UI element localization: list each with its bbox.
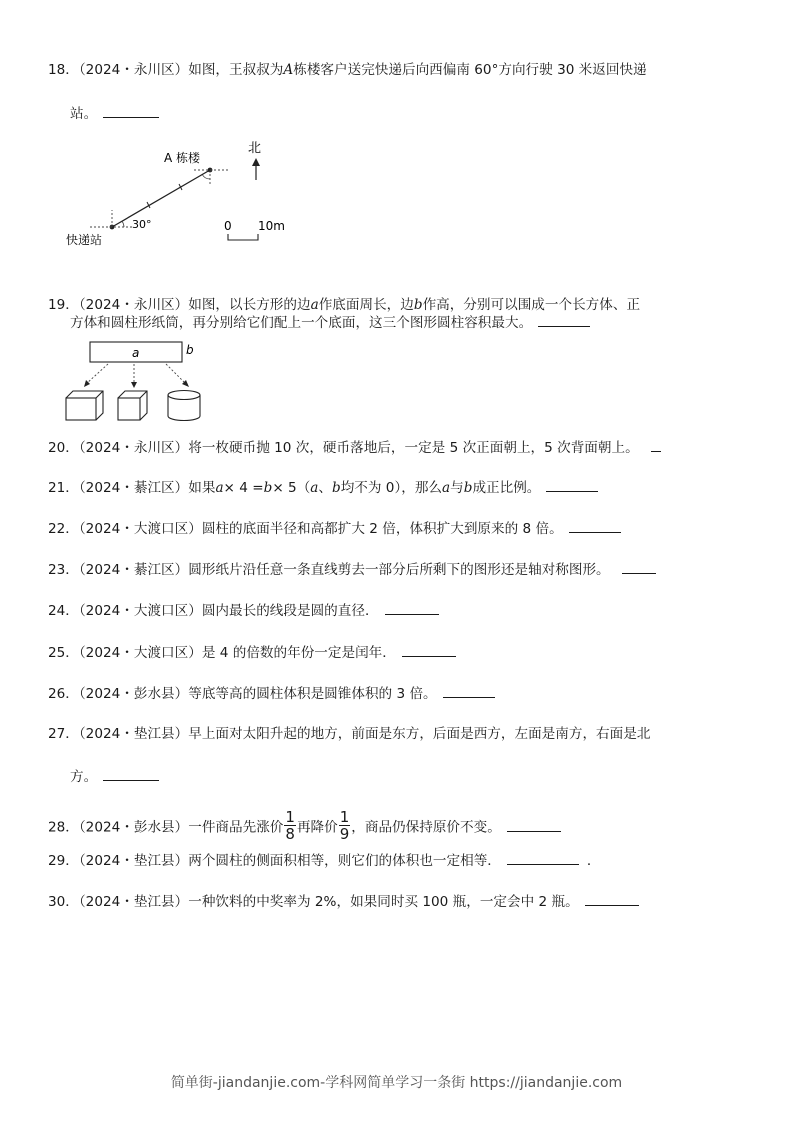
q21-var-5: a [442,480,451,496]
question-26 [48,684,748,703]
q19-figure [62,338,212,424]
q21-text-b: × 4 = [223,480,264,496]
question-19-line1 [48,296,748,314]
station-angle-arc [122,221,124,227]
q21-var-1: a [215,480,224,496]
q19-text-d: 方体和圆柱形纸筒，再分别给它们配上一个底面，这三个图形圆柱容积最大。 [70,315,533,331]
station-label: 快递站 [66,233,103,247]
arrow-head-cube-icon [131,382,137,388]
rect-label-a: a [132,346,140,360]
q21-var-6: b [463,480,473,496]
question-18-line2 [70,104,770,123]
question-30 [48,892,748,911]
scale-bar [228,234,258,240]
q25-answer-blank[interactable] [402,643,456,657]
q21-text-a: 21．（2024・綦江区）如果 [48,480,216,496]
north-arrow-head-icon [252,158,260,166]
q29-tail: ． [586,853,601,869]
q24-text: 24．（2024・大渡口区）圆内最长的线段是圆的直径． [48,603,379,619]
q22-answer-blank[interactable] [569,519,621,533]
question-23 [48,560,748,579]
q20-answer-blank[interactable] [651,438,661,452]
scale-zero-label: 0 [224,219,232,233]
question-24 [48,601,748,620]
question-27-line1 [48,725,748,743]
question-21 [48,478,748,497]
cube-shape [118,391,147,420]
q18-text-a: 18．（2024・永川区）如图，王叔叔为 [48,62,284,78]
building-angle-arc [202,174,210,179]
q25-text: 25．（2024・大渡口区）是 4 的倍数的年份一定是闰年． [48,645,396,661]
q28-frac2-num: 1 [339,808,350,826]
arrow-to-cuboid [86,364,108,384]
q28-text-b: 再降价 [296,819,338,836]
q29-answer-blank[interactable] [507,851,579,865]
q23-text: 23．（2024・綦江区）圆形纸片沿任意一条直线剪去一部分后所剩下的图形还是轴对称图形。 [48,562,610,578]
q21-text-g: 成正比例。 [472,480,541,496]
q18-answer-blank[interactable] [103,104,159,118]
q21-text-f: 与 [450,480,464,496]
q18-text-c: 站。 [70,106,98,122]
q19-text-c: 作高，分别可以围成一个长方体、正 [422,297,641,313]
scale-end-label: 10m [258,219,285,233]
q21-var-2: b [263,480,273,496]
q18-text-b: 栋楼客户送完快递后向西偏南 60°方向行驶 30 米返回快递 [293,62,647,78]
question-22 [48,519,748,538]
q18-figure [62,136,292,248]
page-footer: 简单街-jiandanjie.com-学科网简单学习一条街 https://jiandanjie.com [170,1075,623,1091]
q19-var-a: a [310,297,319,313]
q29-text: 29．（2024・垫江县）两个圆柱的侧面积相等，则它们的体积也一定相等． [48,853,501,869]
angle-label: 30° [132,218,152,231]
question-27-line2 [70,767,770,786]
q28-answer-blank[interactable] [507,818,561,832]
q21-text-c: × 5（ [272,480,311,496]
q27-answer-blank[interactable] [103,767,159,781]
q28-text-c: ，商品仍保持原价不变。 [351,819,501,836]
q21-var-3: a [310,480,319,496]
q26-answer-blank[interactable] [443,684,495,698]
question-20 [48,438,748,457]
q19-text-b: 作底面周长，边 [318,297,414,313]
q21-var-4: b [332,480,341,496]
q28-fraction-1 [284,809,296,842]
q18-var-a: A [283,62,294,78]
q19-answer-blank[interactable] [538,313,590,327]
q28-frac2-den: 9 [339,825,350,843]
q30-answer-blank[interactable] [585,892,639,906]
q20-text: 20．（2024・永川区）将一枚硬币抛 10 次，硬币落地后，一定是 5 次正面朝上，5 次背面朝上。 [48,440,639,456]
q24-answer-blank[interactable] [385,601,439,615]
q28-text-a: 28．（2024・彭水县）一件商品先涨价 [48,819,284,836]
q23-answer-blank[interactable] [622,560,656,574]
route-line [112,170,210,227]
q19-text-a: 19．（2024・永川区）如图，以长方形的边 [48,297,311,313]
q21-answer-blank[interactable] [546,478,598,492]
question-29 [48,851,748,870]
q27-text-b: 方。 [70,769,98,785]
q26-text: 26．（2024・彭水县）等底等高的圆柱体积是圆锥体积的 3 倍。 [48,686,437,702]
q21-text-e: 均不为 0），那么 [340,480,443,496]
arrow-to-cylinder [166,364,186,384]
question-18-line1 [48,61,748,79]
north-label: 北 [248,141,262,156]
building-label: A 栋楼 [164,151,201,165]
question-25 [48,643,748,662]
cylinder-shape [168,391,200,421]
question-28 [48,808,748,844]
cuboid-shape [66,391,103,420]
q28-fraction-2 [339,809,351,842]
question-19-line2 [70,313,770,332]
q28-frac1-num: 1 [285,808,295,826]
rect-label-b: b [186,343,194,357]
q30-text: 30．（2024・垫江县）一种饮料的中奖率为 2%，如果同时买 100 瓶，一定会中 2 瓶。 [48,894,579,910]
q27-text-a: 27．（2024・垫江县）早上面对太阳升起的地方，前面是东方，后面是西方，左面是南方，右面是北 [48,726,651,742]
q22-text: 22．（2024・大渡口区）圆柱的底面半径和高都扩大 2 倍，体积扩大到原来的 8 倍。 [48,521,563,537]
q19-var-b: b [413,297,423,313]
q28-frac1-den: 8 [285,825,295,843]
q21-text-d: 、 [318,480,332,496]
